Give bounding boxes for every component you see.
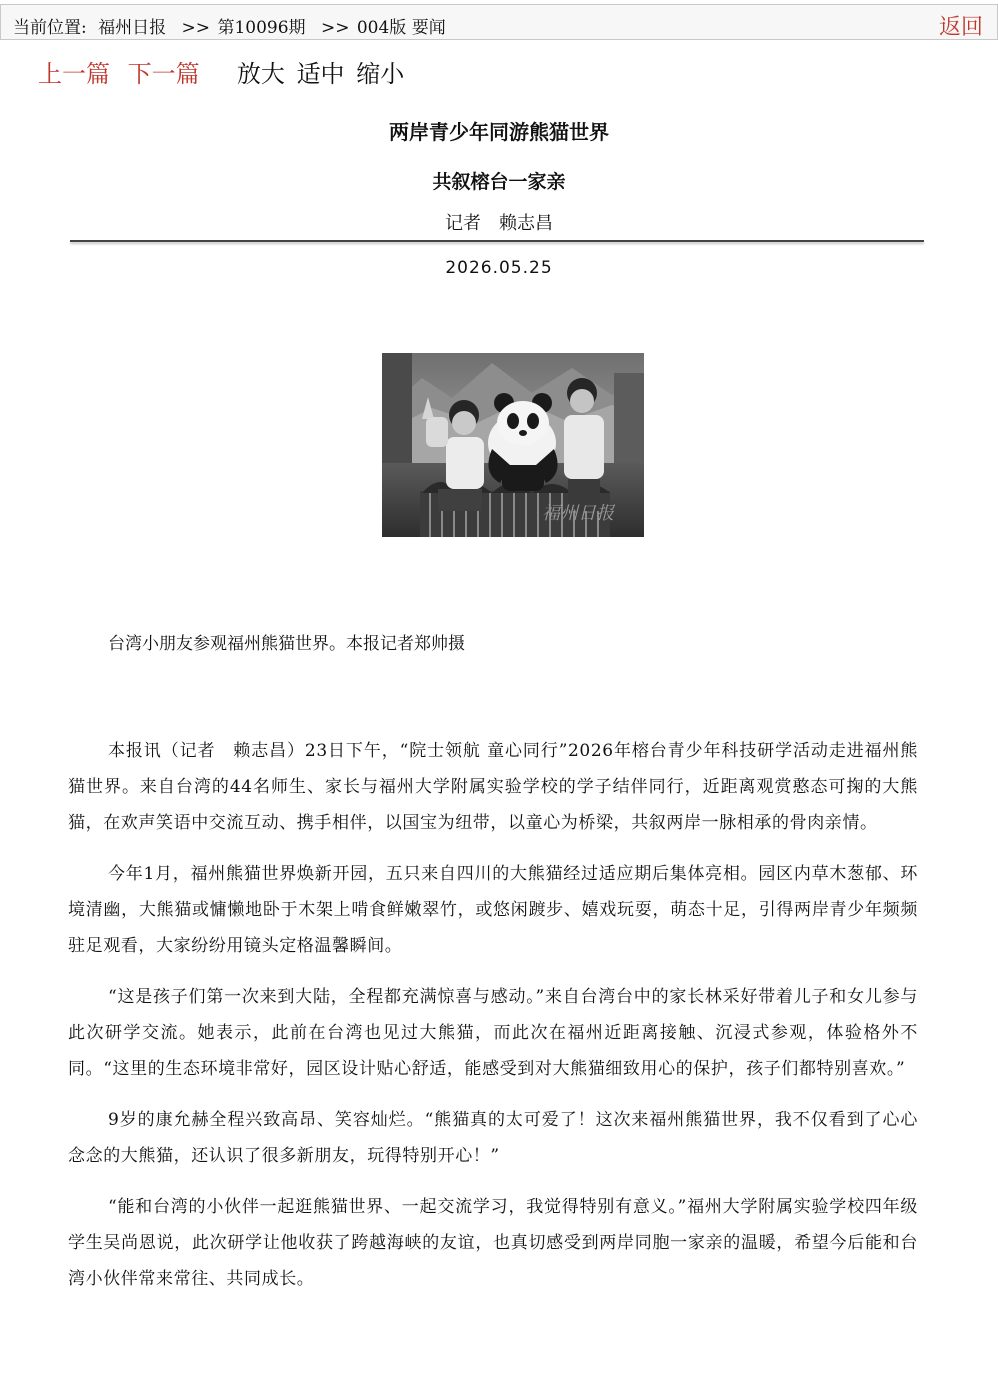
publish-date: 2026.05.25 [445, 258, 553, 278]
photo-caption: 台湾小朋友参观福州熊猫世界。本报记者郑帅摄 [108, 634, 465, 654]
article-paragraph: “这是孩子们第一次来到大陆，全程都充满惊喜与感动。”来自台湾台中的家长林采好带着儿子和女儿参与此次研学交流。她表示，此前在台湾也见过大熊猫，而此次在福州近距离接触、沉浸式参观，体验格外不同。“这里的生态环境非常好，园区设计贴心舒适，能感受到对大熊猫细致用心的保护，孩子们都特别喜欢。” [68, 987, 918, 1079]
breadcrumb-separator: >> [181, 18, 211, 38]
article-body [68, 733, 918, 1312]
article-toolbar [38, 54, 408, 89]
zoom-in-button[interactable]: 放大 [236, 60, 285, 88]
prev-article-link[interactable]: 上一篇 [38, 60, 110, 88]
back-link[interactable]: 返回 [938, 15, 983, 40]
photo-watermark: 福州日报 [542, 503, 614, 524]
next-article-link[interactable]: 下一篇 [127, 60, 200, 88]
breadcrumb-issue[interactable]: 第10096期 [217, 18, 306, 38]
breadcrumb-paper[interactable]: 福州日报 [98, 18, 167, 38]
article-paragraph: 本报讯（记者 赖志昌）23日下午，“院士领航 童心同行”2026年榕台青少年科技研学活动走进福州熊猫世界。来自台湾的44名师生、家长与福州大学附属实验学校的学子结伴同行，近距离观赏憨态可掬的大熊猫，在欢声笑语中交流互动、携手相伴，以国宝为纽带，以童心为桥梁，共叙两岸一脉相承的骨肉亲情。 [68, 741, 918, 833]
zoom-fit-button[interactable]: 适中 [296, 60, 345, 88]
breadcrumb [13, 13, 452, 38]
breadcrumb-page[interactable]: 004版 要闻 [356, 18, 446, 38]
zoom-out-button[interactable]: 缩小 [356, 60, 405, 88]
article-subtitle: 共叙榕台一家亲 [432, 171, 566, 193]
article-photo [382, 353, 644, 537]
breadcrumb-separator: >> [320, 18, 350, 38]
author-name: 赖志昌 [499, 213, 553, 234]
breadcrumb-prefix: 当前位置: [13, 18, 87, 38]
article-paragraph: “能和台湾的小伙伴一起逛熊猫世界、一起交流学习，我觉得特别有意义。”福州大学附属实验学校四年级学生吴尚恩说，此次研学让他收获了跨越海峡的友谊，也真切感受到两岸同胞一家亲的温暖，希望今后能和台湾小伙伴常来常往、共同成长。 [68, 1197, 918, 1289]
title-divider [70, 240, 924, 242]
article-byline [0, 209, 998, 235]
article-paragraph: 9岁的康允赫全程兴致高昂、笑容灿烂。“熊猫真的太可爱了！这次来福州熊猫世界，我不仅看到了心心念念的大熊猫，还认识了很多新朋友，玩得特别开心！” [68, 1110, 918, 1166]
article-paragraph: 今年1月，福州熊猫世界焕新开园，五只来自四川的大熊猫经过适应期后集体亮相。园区内草木葱郁、环境清幽，大熊猫或慵懒地卧于木架上啃食鲜嫩翠竹，或悠闲踱步、嬉戏玩耍，萌态十足，引得两岸青少年频频驻足观看，大家纷纷用镜头定格温馨瞬间。 [68, 864, 918, 956]
article-title: 两岸青少年同游熊猫世界 [389, 120, 609, 144]
author-role: 记者 [445, 213, 481, 234]
location-bar [0, 4, 998, 40]
